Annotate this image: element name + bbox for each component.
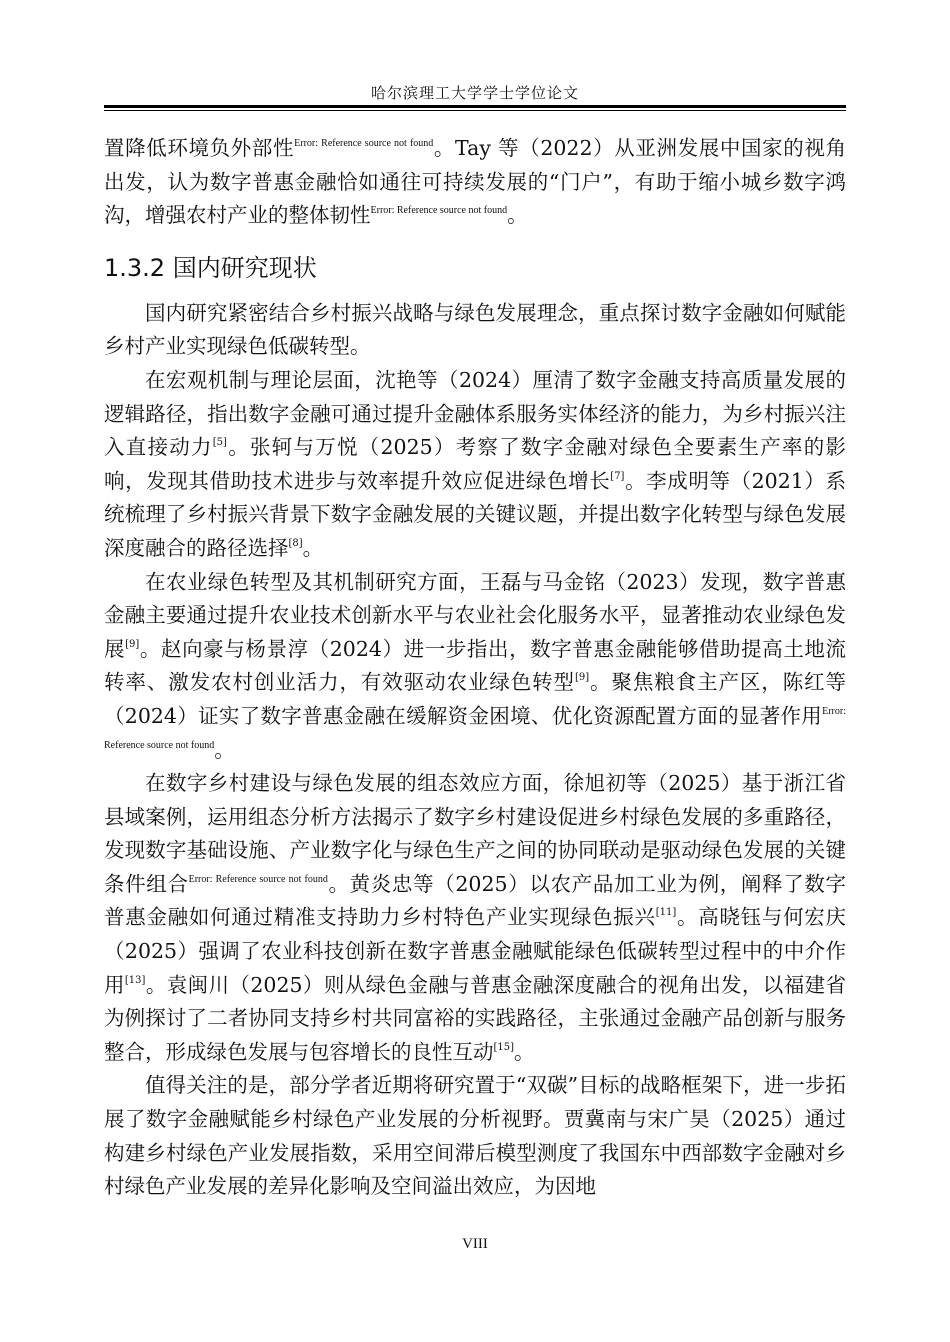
- citation-error: Error: Reference source not found: [104, 705, 846, 751]
- text-run: 。张轲与万悦（2025）考察了数字金融对绿色全要素生产率的影响，发现其借助技术进步与效率提升效应促进绿色增长: [104, 435, 847, 493]
- citation: [9]: [125, 638, 140, 650]
- citation: [15]: [493, 1041, 515, 1053]
- paragraph-digital-village: [104, 767, 846, 1069]
- text-run: 置降低环境负外部性: [104, 136, 295, 160]
- text-run: 。黄炎忠等（2025）以农产品加工业为例，阐释了数字普惠金融如何通过精准支持助力乡村特色产业实现绿色振兴: [104, 871, 846, 930]
- citation: [11]: [655, 907, 677, 919]
- text-run: 。高晓钰与何宏庆（2025）强调了农业科技创新在数字普惠金融赋能绿色低碳转型过程中的中介作用: [104, 905, 847, 997]
- text-run: 在数字乡村建设与绿色发展的组态效应方面，徐旭初等（2025）基于浙江省县域案例，运用组态分析方法揭示了数字乡村建设促进乡村绿色发展的多重路径，发现数字基础设施、产业数字化与绿色生产之间的协同联动是驱动绿色发展的关键条件组合: [104, 771, 846, 896]
- citation: [5]: [212, 437, 227, 449]
- text-run: 在农业绿色转型及其机制研究方面，王磊与马金铭（2023）发现，数字普惠金融主要通过提升农业技术创新水平与农业社会化服务水平，显著推动农业绿色发展: [104, 569, 846, 661]
- body-text: [104, 132, 846, 1204]
- text-run: 。: [507, 203, 528, 228]
- page-number: VIII: [462, 1236, 488, 1252]
- header-rule-thick: [104, 105, 846, 108]
- text-run: 在宏观机制与理论层面，沈艳等（2024）厘清了数字金融支持高质量发展的逻辑路径，指出数字金融可通过提升金融体系服务实体经济的能力，为乡村振兴注入直接动力: [104, 367, 846, 460]
- paragraph-agriculture: [104, 566, 846, 768]
- running-header: 哈尔滨理工大学学士学位论文: [370, 84, 579, 102]
- citation: [9]: [574, 672, 590, 684]
- text-run: 。: [514, 1039, 535, 1064]
- paragraph-dual-carbon: 值得关注的是，部分学者近期将研究置于“双碳”目标的战略框架下，进一步拓展了数字金融赋能乡村绿色产业发展的分析视野。贾冀南与宋广昊（2025）通过构建乡村绿色产业发展指数，采用空间滞后模型测度了我国东中西部数字金融对乡村绿色产业发展的差异化影响及空间溢出效应，为因地: [104, 1073, 846, 1199]
- paragraph-macro: [104, 364, 846, 566]
- header-rule-thin: [104, 110, 846, 111]
- text-run: 。Tay 等（2022）从亚洲发展中国家的视角出发，认为数字普惠金融恰如通往可持续发展的“门户”，有助于缩小城乡数字鸿沟，增强农村产业的整体韧性: [104, 136, 847, 228]
- text-run: 。聚焦粮食主产区，陈红等（2024）证实了数字普惠金融在缓解资金困境、优化资源配置方面的显著作用: [104, 670, 847, 728]
- paragraph-intro: 国内研究紧密结合乡村振兴战略与绿色发展理念，重点探讨数字金融如何赋能乡村产业实现绿色低碳转型。: [104, 300, 846, 359]
- citation-error: Error: Reference source not found: [294, 138, 434, 149]
- section-heading: 1.3.2 国内研究现状: [104, 253, 317, 282]
- text-run: 。: [302, 535, 324, 560]
- citation: [7]: [610, 470, 625, 482]
- text-run: 。李成明等（2021）系统梳理了乡村振兴背景下数字金融发展的关键议题，并提出数字化转型与绿色发展深度融合的路径选择: [104, 468, 846, 560]
- citation: [13]: [124, 974, 146, 986]
- citation-error: Error: Reference source not found: [188, 873, 328, 885]
- citation-error: Error: Reference source not found: [370, 205, 508, 217]
- citation: [8]: [288, 537, 303, 549]
- text-run: 。袁闽川（2025）则从绿色金融与普惠金融深度融合的视角出发，以福建省为例探讨了二者协同支持乡村共同富裕的实践路径，主张通过金融产品创新与服务整合，形成绿色发展与包容增长的良性互动: [104, 972, 847, 1064]
- text-run: 。: [214, 737, 235, 762]
- paragraph-continued: [104, 132, 846, 233]
- text-run: 。赵向豪与杨景淳（2024）进一步指出，数字普惠金融能够借助提高土地流转率、激发农村创业活力，有效驱动农业绿色转型: [104, 636, 847, 695]
